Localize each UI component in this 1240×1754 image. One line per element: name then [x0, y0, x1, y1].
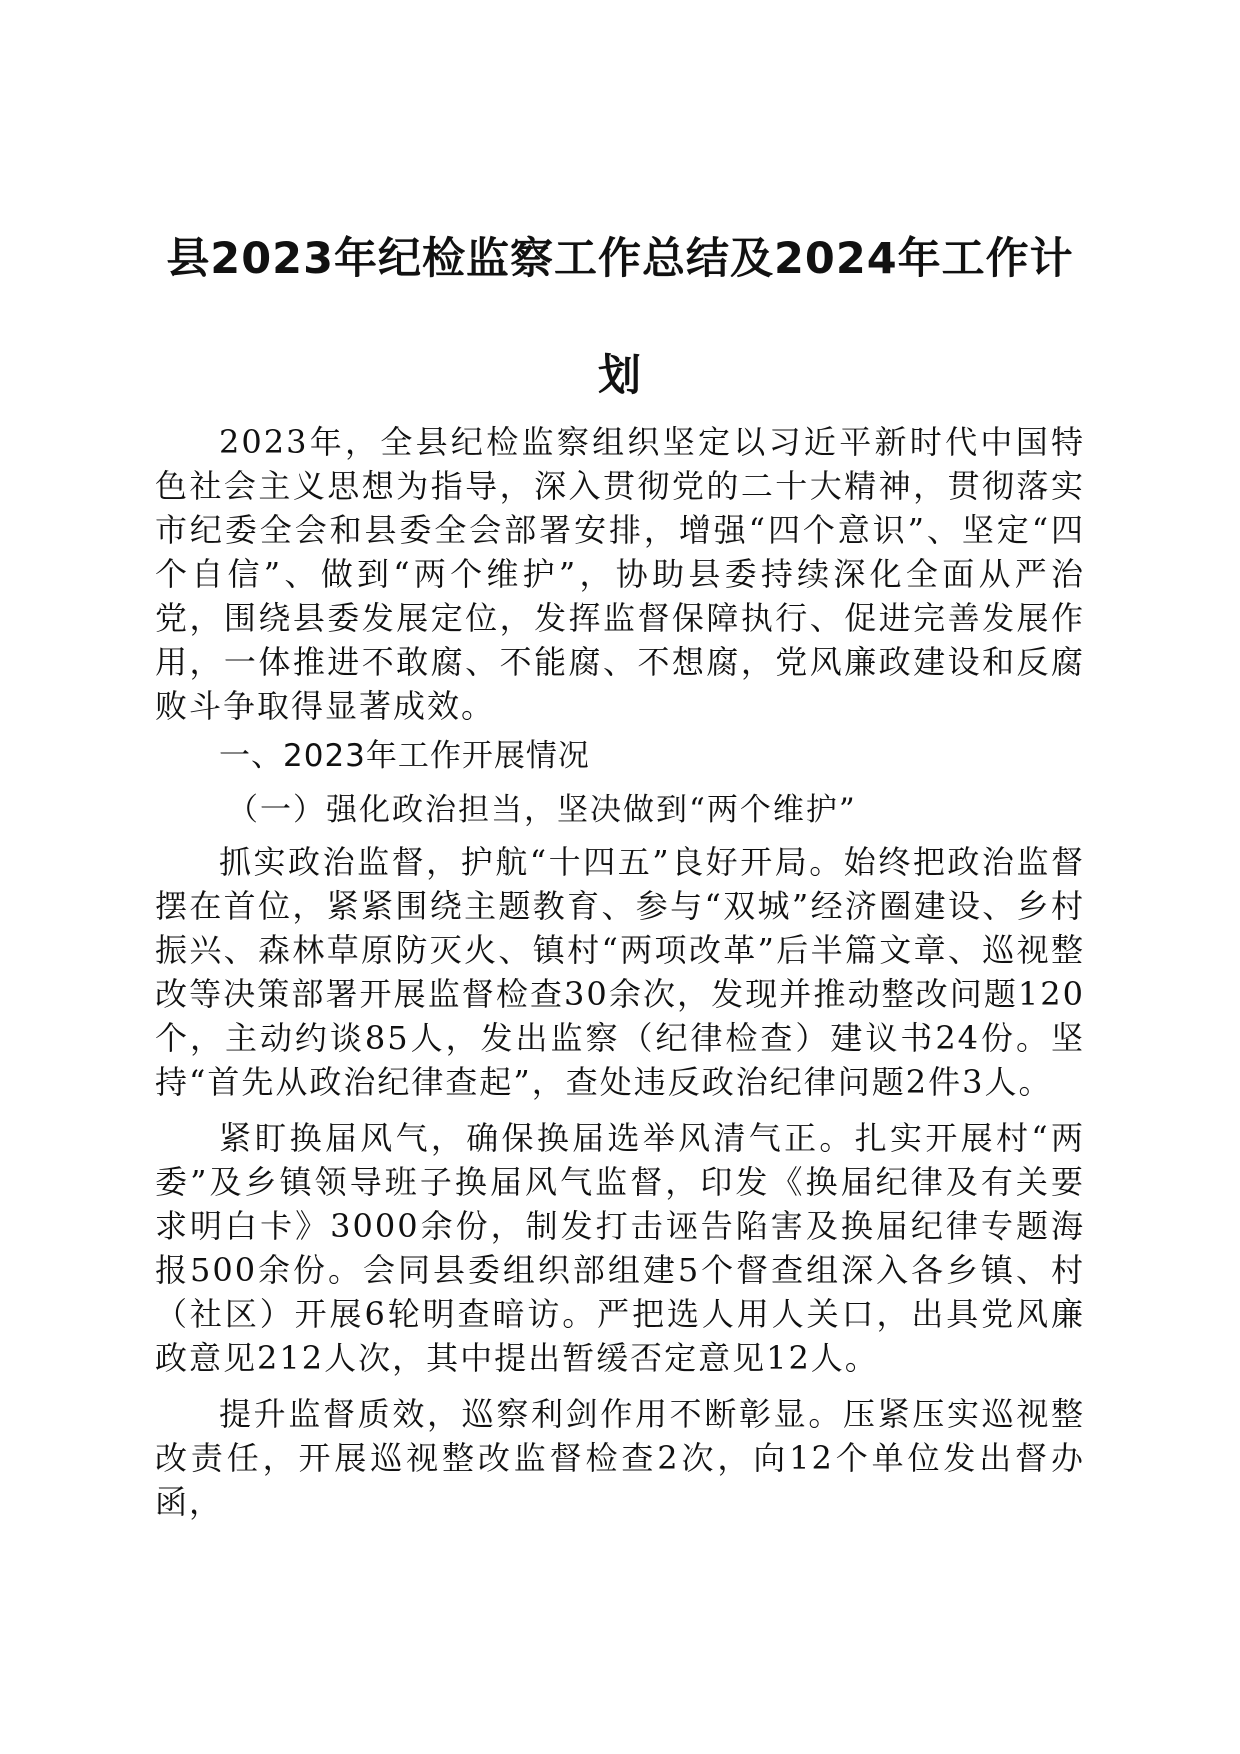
body-paragraph-political-supervision: 抓实政治监督，护航“十四五”良好开局。始终把政治监督摆在首位，紧紧围绕主题教育、参与“双城”经济圈建设、乡村振兴、森林草原防灭火、镇村“两项改革”后半篇文章、巡视整改等决策部署开展监督检查30余次，发现并推动整改问题120个，主动约谈85人，发出监察（纪律检查）建议书24份。坚持“首先从政治纪律查起”，查处违反政治纪律问题2件3人。	[155, 843, 1085, 1101]
document-body	[155, 420, 1085, 1536]
document-title-line-2: 划	[598, 351, 642, 401]
section-heading-1: 一、2023年工作开展情况	[219, 738, 590, 774]
subsection-heading-1: （一）强化政治担当，坚决做到“两个维护”	[227, 792, 857, 828]
body-paragraph-election-supervision: 紧盯换届风气，确保换届选举风清气正。扎实开展村“两委”及乡镇领导班子换届风气监督，印发《换届纪律及有关要求明白卡》3000余份，制发打击诬告陷害及换届纪律专题海报500余份。会同县委组织部组建5个督查组深入各乡镇、村（社区）开展6轮明查暗访。严把选人用人关口，出具党风廉政意见212人次，其中提出暂缓否定意见12人。	[155, 1119, 1085, 1377]
body-paragraph-inspection-effectiveness: 提升监督质效，巡察利剑作用不断彰显。压紧压实巡视整改责任，开展巡视整改监督检查2次，向12个单位发出督办函，	[155, 1395, 1085, 1521]
intro-paragraph: 2023年，全县纪检监察组织坚定以习近平新时代中国特色社会主义思想为指导，深入贯彻党的二十大精神，贯彻落实市纪委全会和县委全会部署安排，增强“四个意识”、坚定“四个自信”、做到“两个维护”，协助县委持续深化全面从严治党，围绕县委发展定位，发挥监督保障执行、促进完善发展作用，一体推进不敢腐、不能腐、不想腐，党风廉政建设和反腐败斗争取得显著成效。	[155, 423, 1085, 725]
document-title-line-1: 县2023年纪检监察工作总结及2024年工作计	[166, 234, 1074, 284]
